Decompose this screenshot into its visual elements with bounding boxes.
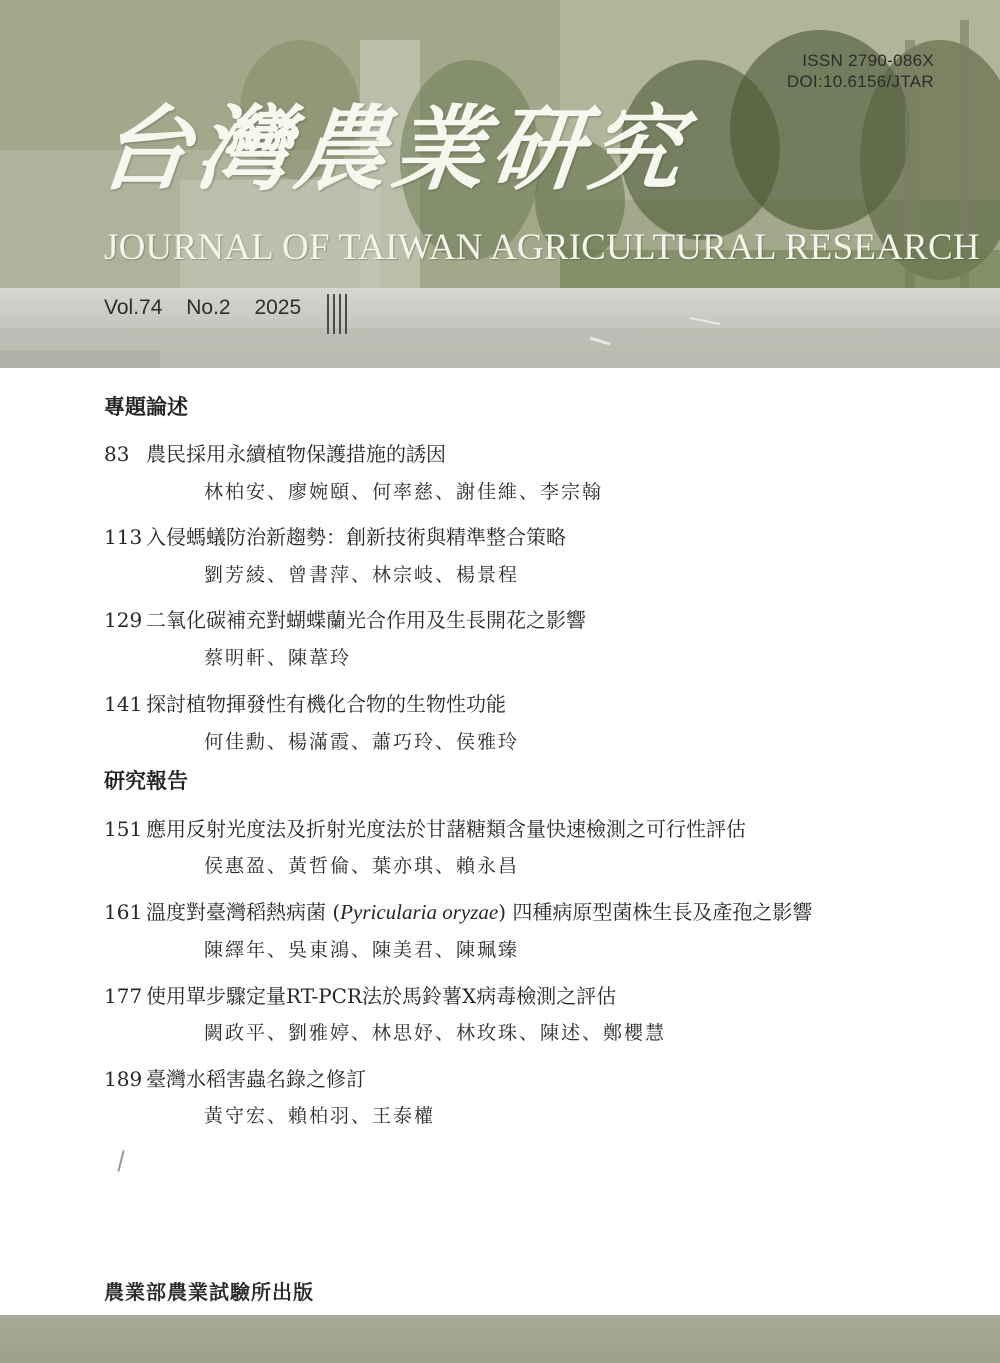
issn-doi-block [787,50,934,92]
doi-text: DOI:10.6156/JTAR [786,72,934,91]
volume-label: Vol.74 [104,296,163,319]
toc-entry-title[interactable] [104,813,746,842]
bottom-color-strip [0,1315,1000,1363]
article-title: 應用反射光度法及折射光度法於甘藷糖類含量快速檢測之可行性評估 [146,817,746,841]
page-number: 83 [104,442,130,466]
page-number: 161 [104,900,143,924]
page-number: 177 [104,984,143,1008]
page-number: 189 [104,1067,143,1091]
toc-entry-title[interactable] [104,688,506,717]
article-authors: 黃守宏、賴柏羽、王泰權 [204,1105,436,1127]
article-title: 農民採用永續植物保護措施的誘因 [146,442,446,466]
article-authors: 闕政平、劉雅婷、林思妤、林玫珠、陳述、鄭櫻慧 [204,1022,667,1044]
issue-info [104,296,319,320]
article-title: 二氧化碳補充對蝴蝶蘭光合作用及生長開花之影響 [146,608,586,632]
section-heading-research-reports: 研究報告 [104,768,188,793]
number-label: No.2 [186,296,231,319]
article-title-part: 溫度對臺灣稻熱病菌 ( [146,900,341,924]
article-title: 使用單步驟定量RT-PCR法於馬鈴薯X病毒檢測之評估 [146,984,617,1008]
cover-banner [0,0,1000,368]
article-authors: 劉芳綾、曾書萍、林宗岐、楊景程 [204,564,520,586]
toc-entry-title[interactable] [104,604,586,633]
journal-title-english: JOURNAL OF TAIWAN AGRICULTURAL RESEARCH [104,227,980,268]
article-authors: 蔡明軒、陳葦玲 [204,647,352,669]
article-title: 入侵螞蟻防治新趨勢：創新技術與精準整合策略 [146,525,566,549]
article-title-part: ) 四種病原型菌株生長及產孢之影響 [498,900,813,924]
print-scratch-mark [117,1150,124,1172]
page-number: 141 [104,692,143,716]
toc-entry-title[interactable] [104,896,812,925]
toc-entry-title[interactable] [104,980,616,1009]
toc-entry-title[interactable] [104,521,566,550]
species-name: Pyricularia oryzae [340,900,499,924]
article-authors: 何佳勳、楊滿霞、蕭巧玲、侯雅玲 [204,731,520,753]
issn-text: ISSN 2790-086X [802,51,934,70]
article-authors: 林柏安、廖婉頤、何率慈、謝佳維、李宗翰 [204,481,604,503]
section-heading-reviews: 專題論述 [104,394,188,419]
toc-entry-title[interactable] [104,1063,366,1092]
year-label: 2025 [254,296,302,319]
toc-entry-title[interactable] [104,438,446,467]
article-authors: 陳繹年、吳東鴻、陳美君、陳珮臻 [204,939,520,961]
article-title: 臺灣水稻害蟲名錄之修訂 [146,1067,366,1091]
decorative-bars [327,294,353,334]
page-number: 151 [104,817,143,841]
page-number: 129 [104,608,143,632]
journal-title-chinese: 台灣農業研究 [93,95,693,203]
page-number: 113 [104,525,143,549]
article-authors: 侯惠盈、黃哲倫、葉亦琪、賴永昌 [204,855,520,877]
publisher-line: 農業部農業試驗所出版 [104,1280,314,1304]
article-title: 探討植物揮發性有機化合物的生物性功能 [146,692,506,716]
